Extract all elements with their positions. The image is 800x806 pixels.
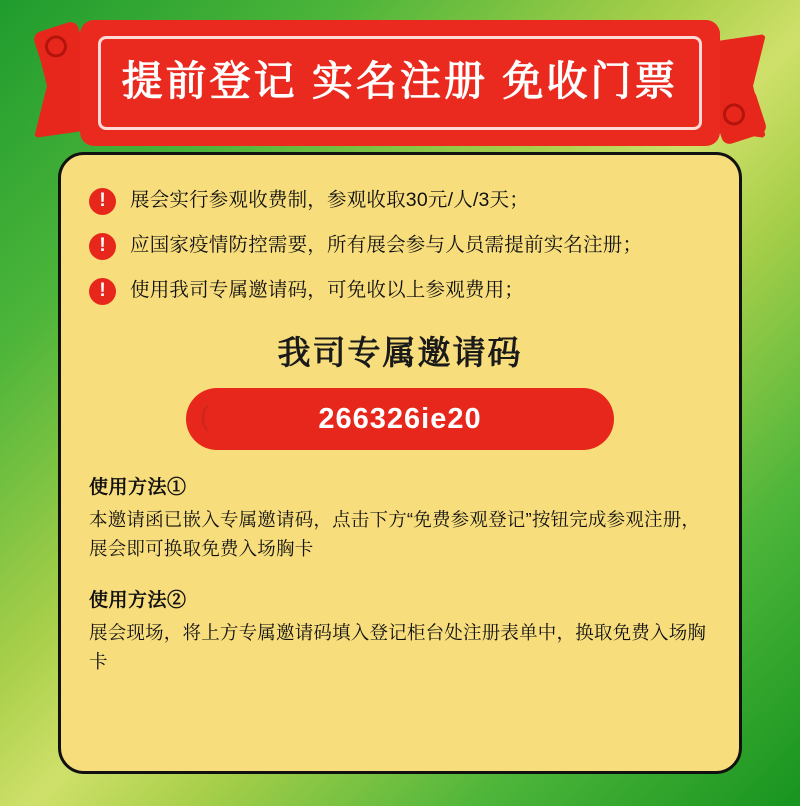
notice-text: 使用我司专属邀请码，可免收以上参观费用； <box>130 279 525 301</box>
list-item <box>89 277 711 305</box>
exclamation-icon: ! <box>89 188 116 215</box>
banner <box>34 20 766 146</box>
invite-code-value: ( 266326ie20 <box>318 402 482 435</box>
banner-plate <box>80 20 720 146</box>
method-body: 本邀请函已嵌入专属邀请码，点击下方“免费参观登记”按钮完成参观注册，展会即可换取免费入场胸卡 <box>89 509 701 559</box>
invite-code-badge[interactable] <box>186 388 614 450</box>
notice-list <box>89 187 711 305</box>
info-card <box>58 152 742 774</box>
exclamation-icon: ! <box>89 233 116 260</box>
method-body: 展会现场，将上方专属邀请码填入登记柜台处注册表单中，换取免费入场胸卡 <box>89 622 707 673</box>
banner-title: 提前登记 实名注册 免收门票 <box>121 57 679 104</box>
exclamation-icon: ! <box>89 278 116 305</box>
banner-inner-border <box>98 36 702 130</box>
method-block-2 <box>89 585 711 676</box>
invite-code-heading: 我司专属邀请码 <box>277 334 523 371</box>
method-title: 使用方法② <box>89 590 187 612</box>
notice-text: 应国家疫情防控需要，所有展会参与人员需提前实名注册； <box>130 234 643 256</box>
list-item <box>89 232 711 260</box>
method-title: 使用方法① <box>89 477 187 498</box>
method-block-1 <box>89 472 711 563</box>
list-item <box>89 187 711 215</box>
notice-text: 展会实行参观收费制，参观收取30元/人/3天； <box>130 189 529 211</box>
